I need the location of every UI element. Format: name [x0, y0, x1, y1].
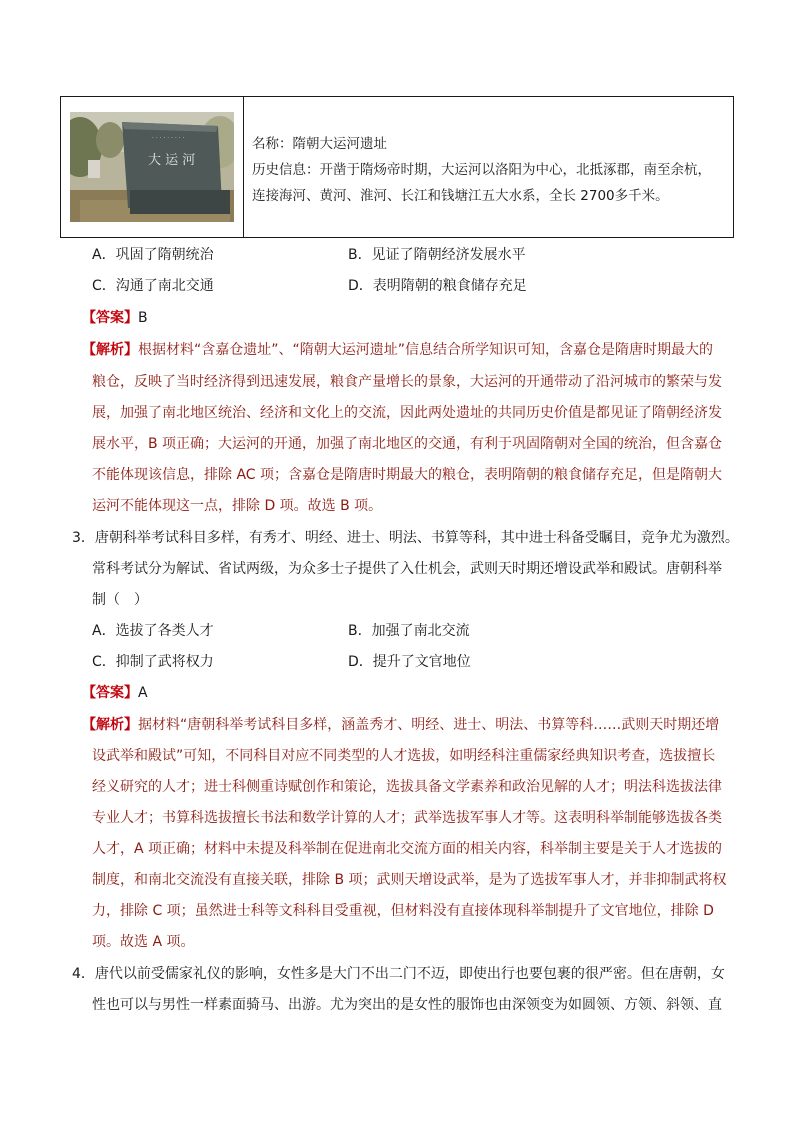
q3-stem-line-1: 3．唐朝科举考试科目多样，有秀才、明经、进士、明法、书算等科，其中进士科备受瞩目，竞争尤为激烈。 — [72, 530, 739, 546]
q3-analysis-line-1: 【解析】据材料“唐朝科举考试科目多样，涵盖秀才、明经、进士、明法、书算等科……武则天时期还增 — [82, 717, 720, 733]
q2-analysis-line-4: 展水平，B 项正确；大运河的开通，加强了南北地区的交通，有利于巩固隋朝对全国的统治，但含嘉仓 — [92, 436, 723, 452]
q2-option-c: C．沟通了南北交通 — [92, 278, 214, 294]
q3-analysis-line-2: 设武举和殿试”可知，不同科目对应不同类型的人才选拔，如明经科注重儒家经典知识考查，选拔擅长 — [92, 748, 716, 764]
q3-analysis-line-3: 经义研究的人才；进士科侧重诗赋创作和策论，选拔具备文学素养和政治见解的人才；明法科选拔法律 — [92, 779, 722, 795]
q2-option-d: D．表明隋朝的粮食储存充足 — [348, 278, 527, 294]
q2-analysis-line-5: 不能体现该信息，排除 AC 项；含嘉仓是隋唐时期最大的粮仓，表明隋朝的粮食储存充足，但是隋朝大 — [92, 467, 723, 483]
q3-analysis-line-6: 制度，和南北交流没有直接关联，排除 B 项；武则天增设武举，是为了选拔军事人才，并非抑制武将权 — [92, 872, 727, 888]
material-text-cell — [244, 97, 733, 237]
q3-analysis-line-7: 力，排除 C 项；虽然进士科等文科科目受重视，但材料没有直接体现科举制提升了文官地位，排除 D — [92, 903, 714, 919]
grand-canal-stele-photo — [70, 112, 234, 222]
q3-answer-value: A — [138, 685, 148, 701]
q3-analysis-line-8: 项。故选 A 项。 — [92, 934, 195, 950]
q3-stem-line-2: 常科考试分为解试、省试两级，为众多士子提供了入仕机会，武则天时期还增设武举和殿试。唐朝科举 — [92, 561, 722, 577]
history-line-1: 历史信息：开凿于隋炀帝时期，大运河以洛阳为中心，北抵涿郡，南至余杭， — [252, 162, 711, 178]
q2-answer — [82, 308, 148, 328]
q3-option-d: D．提升了文官地位 — [348, 654, 471, 670]
q3-option-a: A．选拔了各类人才 — [92, 623, 214, 639]
q3-analysis-line-5: 人才，A 项正确；材料中未提及科举制在促进南北交流方面的相关内容，科举制主要是关于人才选拔的 — [92, 841, 723, 857]
q3-stem-line-3: 制（ ） — [92, 592, 148, 608]
q2-option-b: B．见证了隋朝经济发展水平 — [348, 247, 526, 263]
q3-option-b: B．加强了南北交流 — [348, 623, 470, 639]
q4-stem-line-2: 性也可以与男性一样素面骑马、出游。尤为突出的是女性的服饰也由深领变为如圆领、方领、斜领、直 — [92, 997, 722, 1013]
q3-option-c: C．抑制了武将权力 — [92, 654, 214, 670]
history-line-2: 连接海河、黄河、淮河、长江和钱塘江五大水系，全长 2700多千米。 — [252, 188, 669, 204]
q2-analysis-label: 【解析】 — [82, 342, 138, 358]
q3-answer-label: 【答案】 — [82, 685, 138, 701]
q2-answer-value: B — [138, 310, 148, 326]
photo-cell — [61, 97, 244, 237]
q2-option-a: A．巩固了隋朝统治 — [92, 247, 214, 263]
material-table — [60, 96, 734, 238]
q3-answer — [82, 683, 148, 703]
q2-analysis-line-3: 展，加强了南北地区统治、经济和文化上的交流，因此两处遗址的共同历史价值是都见证了隋朝经济发 — [92, 405, 722, 421]
q3-analysis-label: 【解析】 — [82, 717, 138, 733]
q2-analysis-line-1: 【解析】根据材料“含嘉仓遗址”、“隋朝大运河遗址”信息结合所学知识可知，含嘉仓是隋唐时期最大的 — [82, 342, 714, 358]
site-name-line: 名称：隋朝大运河遗址 — [252, 136, 387, 152]
q2-analysis-line-2: 粮仓，反映了当时经济得到迅速发展，粮食产量增长的景象，大运河的开通带动了沿河城市的繁荣与发 — [92, 374, 722, 390]
q2-analysis-line-6: 运河不能体现这一点，排除 D 项。故选 B 项。 — [92, 498, 383, 514]
q3-analysis-line-4: 专业人才；书算科选拔擅长书法和数学计算的人才；武举选拔军事人才等。这表明科举制能够选拔各类 — [92, 810, 722, 826]
q4-stem-line-1: 4．唐代以前受儒家礼仪的影响，女性多是大门不出二门不迈，即使出行也要包裹的很严密。但在唐朝，女 — [72, 966, 725, 982]
svg-text:· · · · · · · · ·: · · · · · · · · · — [152, 135, 185, 142]
stele-inscription: 大 运 河 — [148, 153, 196, 168]
q2-answer-label: 【答案】 — [82, 310, 138, 326]
